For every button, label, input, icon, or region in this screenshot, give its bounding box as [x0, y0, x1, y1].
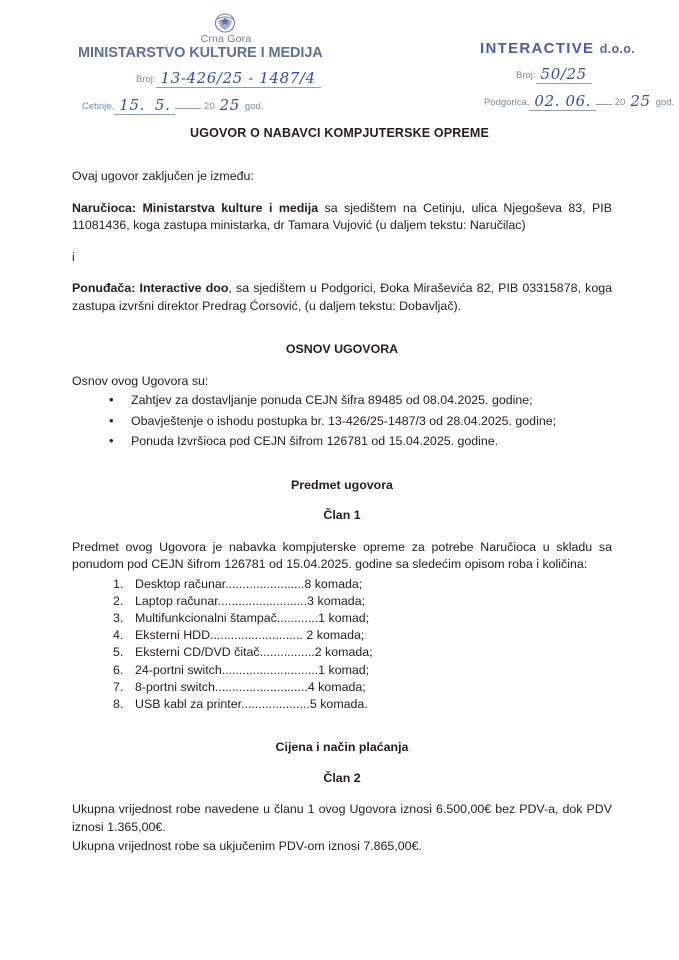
buyer-label: Naručioca: Ministarstva kulture i medija: [72, 200, 319, 215]
list-item: Eksterni CD/DVD čitač................2 komada;: [135, 645, 373, 660]
spacer: [72, 465, 612, 477]
basis-list: [72, 392, 612, 451]
broj-label: Broj:: [136, 74, 156, 85]
list-item: Desktop računar.......................8 komada;: [135, 576, 363, 591]
buyer-paragraph: [72, 200, 612, 235]
list-item: 8-portni switch...........................4 komada;: [135, 679, 366, 694]
price-heading: Cijena i način plaćanja: [275, 740, 409, 755]
spacer: [72, 329, 612, 341]
date-month-handwritten: 5.: [150, 96, 176, 115]
montenegro-coat-of-arms-icon: [214, 12, 236, 34]
list-item: Laptop računar..........................3 komada;: [135, 593, 366, 608]
list-item: Eksterni HDD........................... 2 komada;: [135, 628, 365, 643]
company-place-label: Podgorica,: [484, 97, 530, 108]
article-1-heading: Član 1: [323, 508, 361, 522]
price-paragraph-2: Ukupna vrijednost robe sa ukjučenim PDV-om iznosi 7.865,00€.: [72, 839, 422, 854]
year-prefix: 20: [204, 101, 215, 112]
list-item: • Zahtjev za dostavljanje ponuda CEJN šifra 89485 od 08.04.2025. godine;: [105, 392, 612, 410]
company-broj-handwritten-value: 50/25: [536, 65, 592, 84]
company-date-handwritten: 02. 06.: [529, 92, 596, 111]
list-item: Multifunkcionalni štampač............1 komad;: [135, 610, 370, 625]
list-item: • Ponuda Izvršioca pod CEJN šifrom 126781 od 15.04.2025. godine.: [105, 433, 612, 451]
intro-paragraph: Ovaj ugovor zaključen je između:: [72, 169, 254, 183]
spacer: [72, 727, 612, 739]
ministry-place-date-row: [78, 95, 348, 113]
price-paragraph-1: Ukupna vrijednost robe navedene u članu 1 ovog Ugovora iznosi 6.500,00€ bez PDV-a, dok PDV iznosi 1.365,00€.: [72, 802, 612, 834]
document-body: [72, 168, 612, 870]
date-rule: [175, 97, 201, 109]
ministry-name: MINISTARSTVO KULTURE I MEDIJA: [78, 45, 323, 61]
company-year-handwritten: 25: [630, 92, 651, 110]
company-header-stamp: [480, 40, 675, 110]
document-title: UGOVOR O NABAVCI KOMPJUTERSKE OPREME: [190, 126, 489, 140]
list-item: USB kabl za printer....................5 komada.: [135, 696, 368, 711]
subject-heading: Predmet ugovora: [291, 477, 393, 492]
company-legal-form: d.o.o.: [599, 42, 635, 56]
conjunction-paragraph: i: [72, 249, 75, 264]
list-item: • Obavještenje o ishodu postupka br. 13-426/25-1487/3 od 28.04.2025. godine;: [105, 413, 612, 431]
country-label: Crna Gora: [200, 33, 252, 45]
supplier-details: , sa sjedištem u Podgorici, Đoka Miraševića 82, PIB 03315878, koga zastupa izvršni direktor Predrag Ćorsović, (u daljem tekstu: Dobavljač).: [72, 281, 612, 313]
ministry-header-stamp: [78, 12, 348, 113]
company-broj-label: Broj:: [516, 70, 536, 81]
basis-heading: OSNOV UGOVORA: [285, 342, 399, 356]
company-year-prefix: 20: [614, 97, 626, 108]
company-name: [480, 40, 660, 57]
company-name-text: INTERACTIVE: [480, 40, 595, 57]
broj-handwritten-value: 13-426/25 - 1487/4: [156, 69, 321, 88]
article-1-text: Predmet ovog Ugovora je nabavka kompjuterske opreme za potrebe Naručioca u skladu sa ponudom pod CEJN šifrom 126781 od 15.04.2025. godine sa sledećim opisom roba i količina:: [72, 539, 612, 571]
ministry-broj-row: [78, 68, 348, 86]
supplier-label: Ponuđača: Interactive doo: [72, 281, 229, 295]
article-2-heading: Član 2: [323, 770, 361, 785]
company-date-rule: [596, 93, 612, 105]
place-label: Cetinje,: [82, 101, 115, 112]
basis-intro: Osnov ovog Ugovora su:: [72, 373, 209, 388]
emblem-wrapper: [78, 12, 348, 34]
company-place-date-row: [480, 91, 675, 110]
buyer-details: sa sjedištem na Cetinju, ulica Njegoševa 83, PIB 11081436, koga zastupa ministarka, dr Tamara Vujović (u daljem tekstu: Naručilac): [72, 200, 613, 232]
supplier-paragraph: [72, 280, 612, 315]
year-handwritten: 25: [219, 96, 240, 114]
equipment-list: [72, 576, 612, 714]
date-day-handwritten: 15.: [114, 96, 150, 115]
year-suffix: god.: [244, 101, 264, 112]
list-item: 24-portni switch............................1 komad;: [135, 662, 370, 677]
company-year-suffix: god.: [655, 97, 675, 108]
company-broj-row: [480, 64, 660, 82]
